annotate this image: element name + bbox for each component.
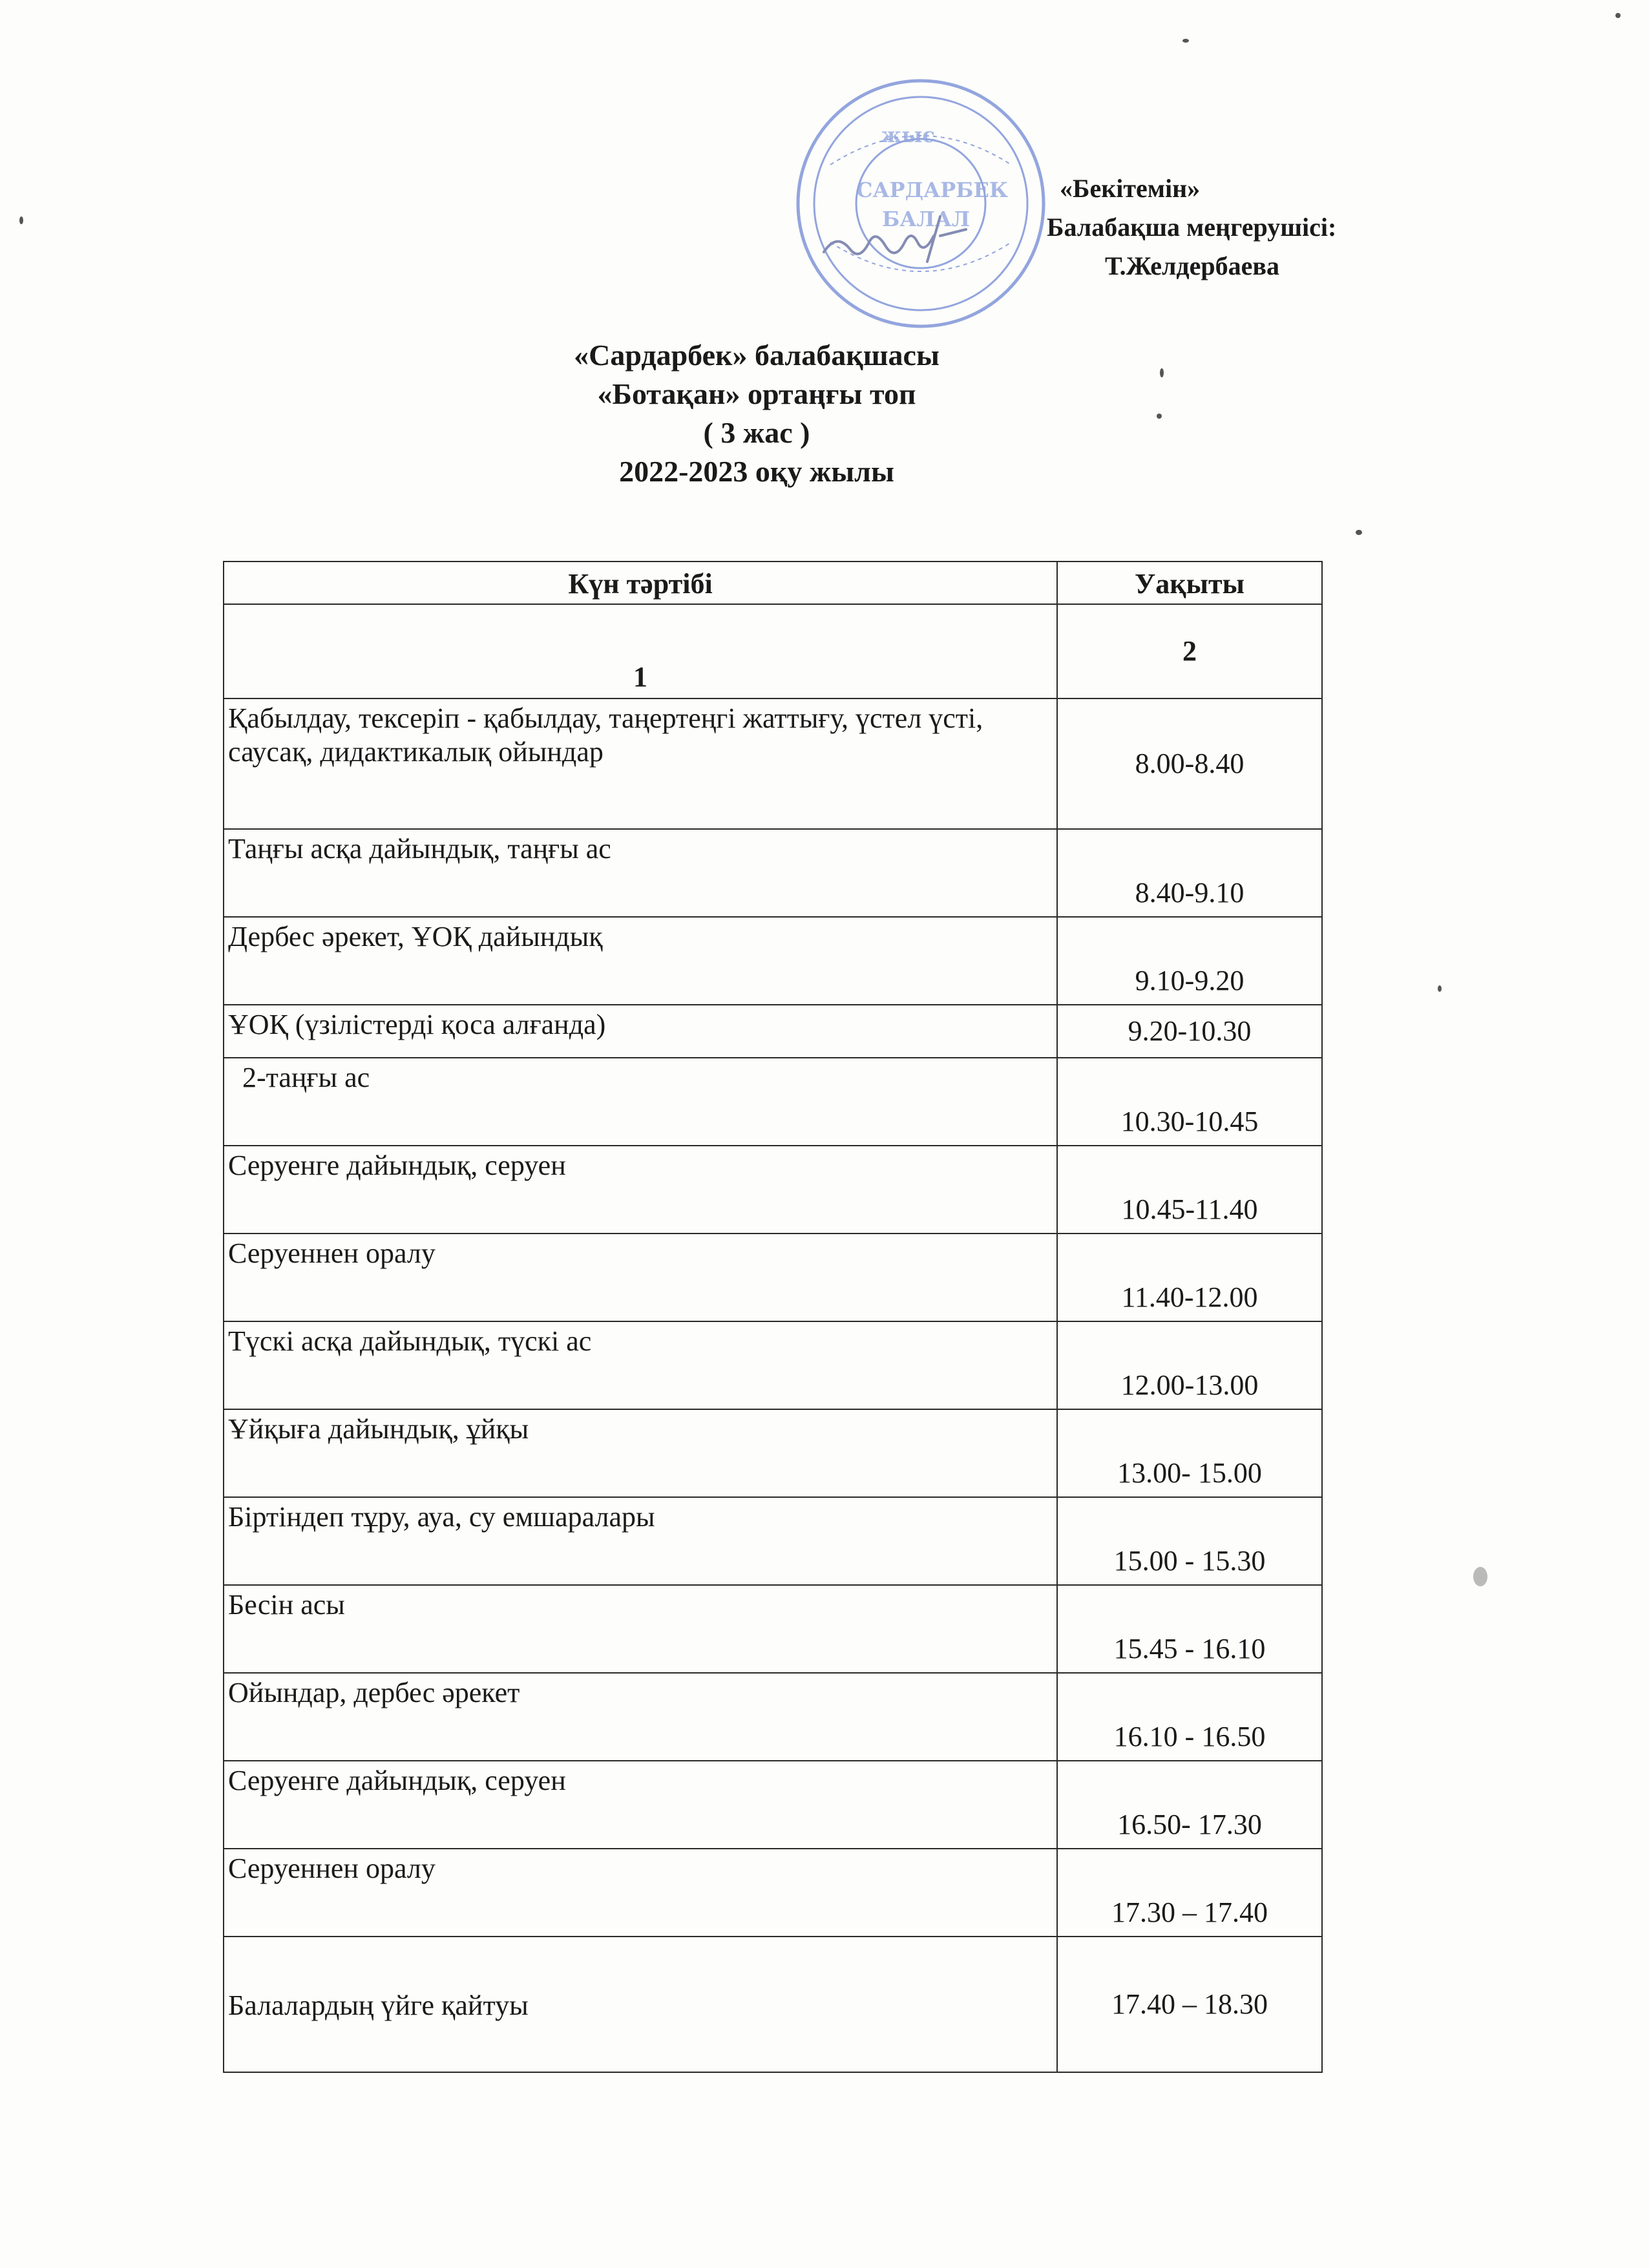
table-row (224, 917, 1322, 1005)
time-cell: 9.10-9.20 (1057, 917, 1322, 1005)
header-activity: Күн тәртібі (224, 562, 1057, 604)
table-row (224, 1058, 1322, 1146)
activity-cell: Серуеннен оралу (224, 1234, 1057, 1321)
table-row (224, 1234, 1322, 1321)
activity-cell: Серуенге дайындық, серуен (224, 1761, 1057, 1849)
column-number-1: 1 (224, 604, 1057, 698)
round-stamp (785, 68, 1056, 339)
scan-speck (1182, 39, 1189, 43)
table-row (224, 829, 1322, 917)
table-row (224, 1937, 1322, 2072)
time-cell: 16.50- 17.30 (1057, 1761, 1322, 1849)
scan-speck (1438, 985, 1442, 992)
scan-speck (1356, 530, 1362, 535)
activity-cell: Бесін асы (224, 1585, 1057, 1673)
table-row (224, 1321, 1322, 1409)
activity-cell: ҰОҚ (үзілістерді қоса алғанда) (224, 1005, 1057, 1058)
activity-cell: Біртіндеп тұру, ауа, су емшаралары (224, 1497, 1057, 1585)
time-cell: 8.40-9.10 (1057, 829, 1322, 917)
activity-cell: Серуеннен оралу (224, 1849, 1057, 1937)
time-cell: 17.40 – 18.30 (1057, 1937, 1322, 2072)
activity-cell: Дербес әрекет, ҰОҚ дайындық (224, 917, 1057, 1005)
time-cell: 8.00-8.40 (1057, 698, 1322, 829)
time-cell: 9.20-10.30 (1057, 1005, 1322, 1058)
activity-cell: Түскі асқа дайындық, түскі ас (224, 1321, 1057, 1409)
scan-speck (1157, 414, 1162, 419)
time-cell: 13.00- 15.00 (1057, 1409, 1322, 1497)
approval-name: Т.Желдербаева (1105, 251, 1279, 280)
title-age: ( 3 жас ) (703, 416, 810, 449)
activity-cell: Қабылдау, тексеріп - қабылдау, таңертеңгі жаттығу, үстел үсті, саусақ, дидактикалық ойындар (224, 698, 1057, 829)
scan-speck (1473, 1567, 1487, 1586)
table-row (224, 1005, 1322, 1058)
table-row (224, 1409, 1322, 1497)
table-number-row (224, 604, 1322, 698)
table-row (224, 1497, 1322, 1585)
table-row (224, 1146, 1322, 1234)
table-row (224, 698, 1322, 829)
activity-cell: Ойындар, дербес әрекет (224, 1673, 1057, 1761)
table-row (224, 1673, 1322, 1761)
scan-speck (1615, 13, 1621, 18)
title-group: «Ботақан» ортаңғы топ (597, 377, 916, 410)
column-number-2: 2 (1057, 604, 1322, 698)
table-row (224, 1849, 1322, 1937)
svg-text:БАЛАЛ: БАЛАЛ (882, 207, 971, 231)
title-year: 2022-2023 оқу жылы (619, 455, 894, 488)
activity-cell: Таңғы асқа дайындық, таңғы ас (224, 829, 1057, 917)
approval-title: «Бекітемін» (1060, 174, 1201, 203)
activity-cell: Серуенге дайындық, серуен (224, 1146, 1057, 1234)
table-row (224, 1761, 1322, 1849)
header-time: Уақыты (1057, 562, 1322, 604)
svg-text:жыс: жыс (881, 123, 935, 147)
table-header-row (224, 562, 1322, 604)
time-cell: 10.30-10.45 (1057, 1058, 1322, 1146)
time-cell: 17.30 – 17.40 (1057, 1849, 1322, 1937)
time-cell: 15.45 - 16.10 (1057, 1585, 1322, 1673)
title-kindergarten: «Сардарбек» балабақшасы (574, 339, 940, 372)
approval-position: Балабақша меңгерушісі: (1047, 213, 1337, 242)
scan-speck (19, 216, 23, 224)
svg-text:САРДАРБЕК: САРДАРБЕК (856, 178, 1009, 202)
activity-cell: Ұйқыға дайындық, ұйқы (224, 1409, 1057, 1497)
approval-block (1047, 169, 1460, 286)
time-cell: 16.10 - 16.50 (1057, 1673, 1322, 1761)
time-cell: 12.00-13.00 (1057, 1321, 1322, 1409)
scan-speck (1160, 368, 1164, 377)
time-cell: 10.45-11.40 (1057, 1146, 1322, 1234)
activity-cell: 2-таңғы ас (224, 1058, 1057, 1146)
document-title (0, 336, 1649, 491)
daily-schedule-table (223, 561, 1323, 2073)
time-cell: 15.00 - 15.30 (1057, 1497, 1322, 1585)
activity-cell: Балалардың үйге қайтуы (224, 1937, 1057, 2072)
table-row (224, 1585, 1322, 1673)
time-cell: 11.40-12.00 (1057, 1234, 1322, 1321)
